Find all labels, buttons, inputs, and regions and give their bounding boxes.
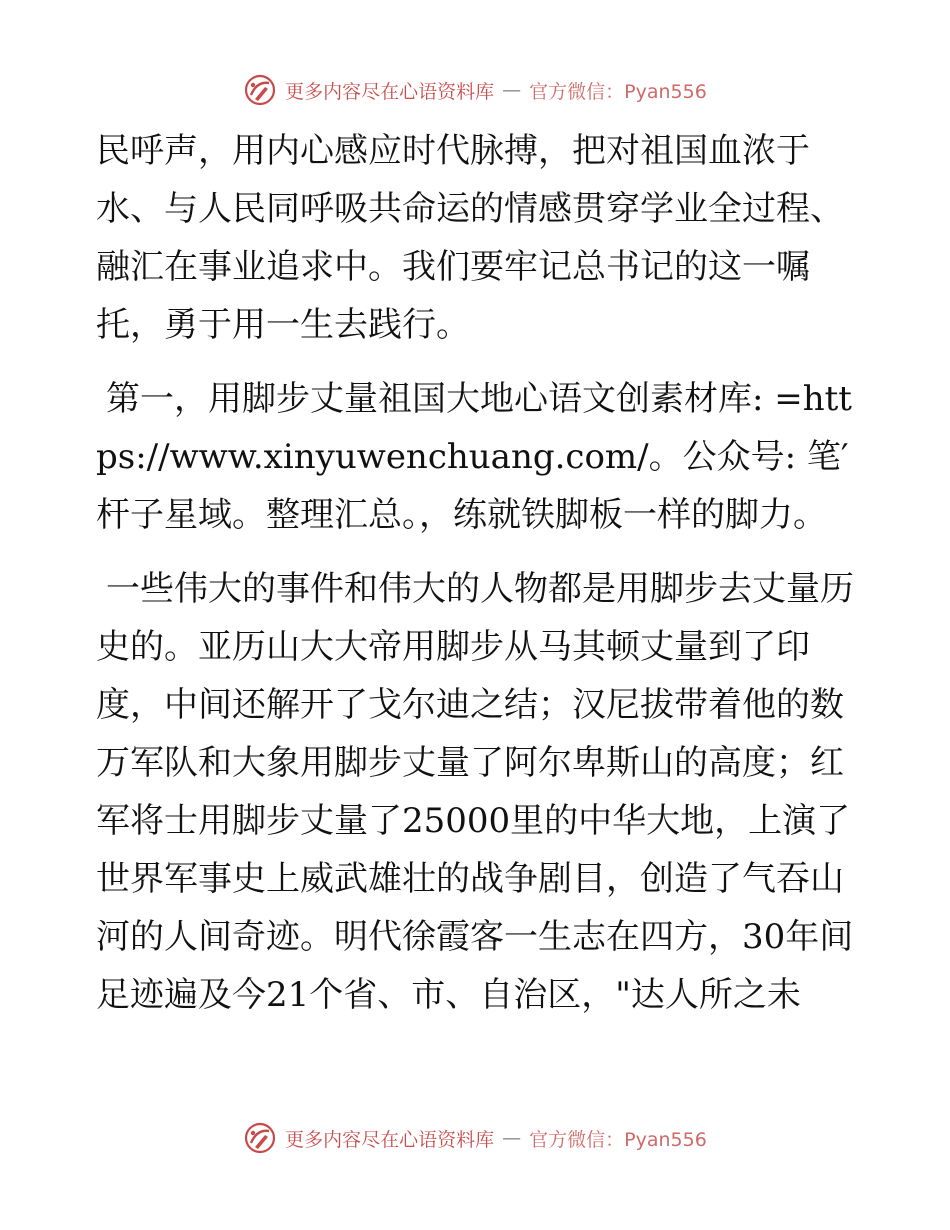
footer-banner — [0, 1118, 950, 1158]
header-banner-separator: — — [502, 79, 522, 101]
header-banner-content — [243, 73, 707, 107]
header-banner — [0, 70, 950, 110]
header-banner-title: 更多内容尽在心语资料库 — [285, 80, 495, 103]
pen-swirl-logo-icon — [243, 73, 277, 107]
pen-swirl-logo-icon — [243, 1121, 277, 1155]
header-banner-wechat: 官方微信：Pyan556 — [529, 80, 707, 103]
footer-banner-separator: — — [502, 1127, 522, 1149]
footer-banner-content — [243, 1121, 707, 1155]
footer-banner-title: 更多内容尽在心语资料库 — [285, 1128, 495, 1151]
document-body — [96, 122, 866, 1024]
body-paragraph-2: 第一，用脚步丈量祖国大地心语文创素材库: =https://www.xinyuwenchuang.com/。公众号: 笔′杆子星域。整理汇总。，练就铁脚板一样的脚力。 — [96, 379, 852, 535]
body-paragraph-3: 一些伟大的事件和伟大的人物都是用脚步去丈量历史的。亚历山大大帝用脚步从马其顿丈量到了印度，中间还解开了戈尔迪之结；汉尼拔带着他的数万军队和大象用脚步丈量了阿尔卑斯山的高度；红军将士用脚步丈量了25000里的中华大地，上演了世界军事史上威武雄壮的战争剧目，创造了气吞山河的人间奇迹。明代徐霞客一生志在四方，30年间足迹遍及今21个省、市、自治区，"达人所之未 — [96, 569, 854, 1015]
footer-banner-wechat: 官方微信：Pyan556 — [529, 1128, 707, 1151]
body-paragraph-1: 民呼声，用内心感应时代脉搏，把对祖国血浓于水、与人民同呼吸共命运的情感贯穿学业全过程、融汇在事业追求中。我们要牢记总书记的这一嘱托，勇于用一生去践行。 — [96, 131, 844, 345]
